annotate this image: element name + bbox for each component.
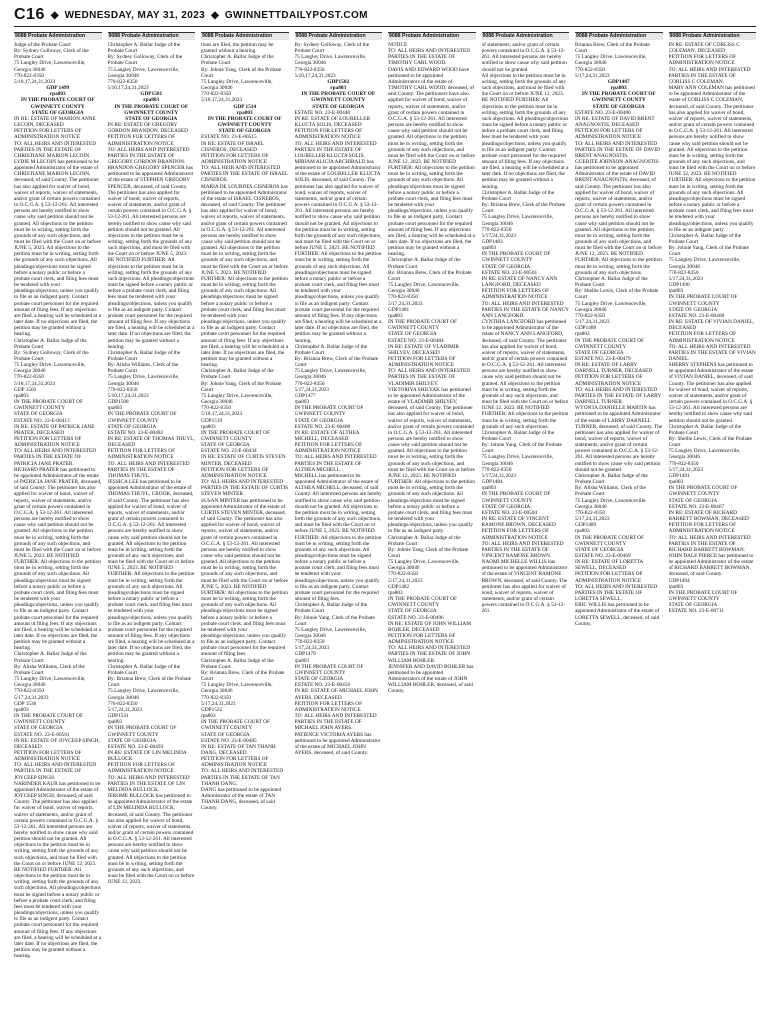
classifieds-columns	[14, 32, 756, 1014]
column-heading: 9088 Probate Administration	[482, 32, 570, 40]
notice-heading: GDP 1514 rpa803 IN THE PROBATE COURT OF GWINNETT COUNTY STATE OF GEORGIA	[207, 103, 282, 135]
page-header	[14, 6, 756, 24]
notice-body: IN RE: ESTATE OF MARION ANNE LECOIN, DECEASED PETITION FOR LETTERS OF ADMINISTRATION NOTICE TO: ALL HEIRS AND INTERESTED PARTIES IN THE ESTATE OF CHRISTIANE MARION LECOIN. LYDIE M LECOIN has petitioned to be appointed Administrator of the estate of CHRISTIANE MARION LECOIN, deceased, of said County. The petitioner has also applied for waiver of bond, waiver of reports, waiver of statements, and/or grant of certain powers contained in O.C.G.A. § 53-12-261. All interested persons are hereby notified to show cause why said petition should not be granted. All objections to the petition must be in writing, setting forth the grounds of any such objections, and must be filed with the Court on or before JUNE 5, 2023. All objections to the petition must be in writing, setting forth the grounds of any such objections. All pleadings/objections must be signed before a notary public or before a probate court clerk, and filing fees must be tendered with your pleadings/objections, unless you qualify to file as an indigent party. Contact probate court personnel for the required amount of filing fees. If any objections are filed, a hearing will be scheduled at a later date. If no objections are filed, the petition may be granted without a hearing. Christopher A. Ballar Judge of the Probate Court By: Sydney Golloway, Clerk of the Probate Court 75 Langley Drive, Lawrenceville, Georgia 30046 770-822-8350 5/10,17,24,31,2023 GDP 1503 rpa803 IN THE PROBATE COURT OF GWINNETT COUNTY STATE OF GEORGIA ESTATE NO. 23-E-00413 IN RE: ESTATE OF PATRICK JANE PRATER, DECEASED PETITION FOR LETTERS OF ADMINISTRATION NOTICE TO: ALL HEIRS AND INTERESTED PARTIES IN THE ESTATE OF PATRICIA JANE PRATER. RICHARD PRATER has petitioned to be appointed Administrator of the estate of PATRICIA JANE PRATER, deceased, of said County. The petitioner has also applied for waiver of bond, waiver of reports, waiver of statements, and/or grant of certain powers contained in O.C.G.A. § 53-12-261. All interested persons are hereby notified to show cause why said petition should not be granted. All objections to the petition must be in writing, setting forth the grounds of any such objections, and must be filed with the Court on or before JUNE 5, 2023. BE NOTIFIED FURTHER: All objections to the petition must be in writing, setting forth the grounds of any such objections. All pleadings/objections must be signed before a notary public or before a probate court clerk, and filing fees must be tendered with your pleadings/objections, unless you qualify to file as an indigent party. Contact probate court personnel for the required amount of filing fees. If any objections are filed, a hearing will be scheduled at a later date. If no objections are filed, the petition may be granted without a hearing. Christopher A. Ballar Judge of the Probate Court By: Alisha Williams, Clerk of the Probate Court 75 Langley Drive, Lawrenceville, Georgia 30046 770-822-8350 5/17,24,31,2023 GDP 1530 rpa803 IN THE PROBATE COURT OF GWINNETT COUNTY STATE OF GEORGIA ESTATE NO. 23-E-00501 IN RE: ESTATE OF JOYCEEP SINGH, DECEASED PETITION FOR LETTERS OF ADMINISTRATION NOTICE TO: ALL HEIRS AND INTERESTED PARTIES IN THE ESTATE OF JOYCEEP SINGH. NARINDER KAUR has petitioned to be appointed Administrator of the estate of JOYCEEP SINGH, deceased, of said County. The petitioner has also applied for waiver of bond, waiver of reports, waiver of statements, and/or grant of certain powers contained in O.C.G.A. § 53-12-261. All interested persons are hereby notified to show cause why said petition should not be granted. All objections to the petition must be in writing, setting forth the grounds of any such objections, and must be filed with the Court on or before JUNE 12, 2023. BE NOTIFIED FURTHER: All objections to the petition must be in writing, setting forth the grounds of any such objections. All pleadings/objections must be signed before a notary public or before a probate court clerk, and filing fees must be tendered with your pleadings/objections, unless you qualify to file as an indigent party. Contact probate court personnel for the required amount of filing fees. If any objections are filed, a hearing will be scheduled at a later date. If no objections are filed, the petition may be granted without a hearing.	[14, 115, 102, 960]
column-heading: 9088 Probate Administration	[14, 32, 102, 40]
column-lead-text: of statements, and/or grant of certain powers contained in O.C.G.A. § 53-12-261. All interested persons are hereby notified to show cause why said petition should not be granted.	[481, 42, 567, 73]
column-5	[388, 32, 476, 1014]
column-heading: 9088 Probate Administration	[201, 32, 289, 40]
notice-heading: GDP1502 rpa803 IN THE PROBATE COURT OF GWINNETT COUNTY STATE OF GEORGIA	[301, 78, 376, 110]
column-heading: 9088 Probate Administration	[108, 32, 196, 40]
notice-body: ESTATE NO. 23-E-00440 IN RE: ESTATE OF LOURELLER KLUCTA SOLIS, DECEASED PETITION FOR LETTERS OF ADMINISTRATION NOTICE TO: ALL HEIRS AND INTERESTED PARTIES IN THE ESTATE OF LOURELLER KLUCTA SOLIS. MIRIAM ALICIA ARCHIBALD has petitioned to be appointed Administrator of the estate of LOURELLER KLUCTA SOLIS, deceased, of said County. The petitioner has also applied for waiver of bond, waiver of reports, waiver of statements, and/or grant of certain powers contained in O.C.G.A. § 53-12-261. All interested persons are hereby notified to show cause why said petition should not be granted. All objections to the petition must be in writing, setting forth the grounds of any such objections, and must be filed with the Court on or before JUNE 5, 2023. BE NOTIFIED FURTHER: All objections to the petition must be in writing, setting forth the grounds of any such objections. All pleadings/objections must be signed before a notary public or before a probate court clerk, and filing fees must be tendered with your pleadings/objections, unless you qualify to file as an indigent party. Contact probate court personnel for the required amount of filing fees. If any objections are filed, a hearing will be scheduled at a later date. If no objections are filed, the petition may be granted without a hearing. Christopher A. Ballar Judge of the Probate Court By: Brianna Brew, Clerk of the Probate Court 75 Langley Drive, Lawrenceville, Georgia 30046 770-822-8350 5/17,24,31,2023 GDP1477 rpa803 IN THE PROBATE COURT OF GWINNETT COUNTY STATE OF GEORGIA ESTATE NO. 23-E-00408 IN RE: ESTATE OF ALTHEA MICHELL, DECEASED PETITION FOR LETTERS OF ADMINISTRATION NOTICE TO: ALL HEIRS AND INTERESTED PARTIES IN THE ESTATE OF ALTHEA MICHELL. MICHELL has petitioned to be appointed Administrator of the estate of ALTHEA MICHELL, deceased, of said County. All interested persons are hereby notified to show cause why said petition should not be granted. All objections to the petition must be in writing, setting forth the grounds of any such objections, and must be filed with the Court on or before JUNE 5, 2023. BE NOTIFIED FURTHER: All objections to the petition must be in writing, setting forth the grounds of any such objections. All pleadings/objections must be signed before a notary public or before a probate court clerk, and filing fees must be tendered with your pleadings/objections, unless you qualify to file as an indigent party. Contact probate court personnel for the required amount of filing fees. Christopher A. Ballar Judge of the Probate Court By: Johnie Yang, Clerk of the Probate Court 75 Langley Drive, Lawrenceville, Georgia 30046 770-822-8350 5/17,24,31,2023 GDP1479 rpa803 IN THE PROBATE COURT OF GWINNETT COUNTY STATE OF GEORGIA ESTATE NO. 23-E-00456 IN RE: ESTATE OF MICHAEL JOHN AYERS, DECEASED PETITION FOR LETTERS OF ADMINISTRATION NOTICE TO: ALL HEIRS AND INTERESTED PARTIES IN THE ESTATE OF MICHAEL JOHN AYERS. PATIENCE VICTORIA AYERS has petitioned to be appointed Administrator of the estate of MICHAEL JOHN AYERS, deceased, of said County.	[294, 109, 382, 756]
notice-body: ESTATE NO. 23-E-00480 IN RE: ESTATE OF DAVID BRENT ANAGNOSTIS, DECEASED PETITION FOR LETTERS OF ADMINISTRATION NOTICE TO: ALL HEIRS AND INTERESTED PARTIES IN THE ESTATE OF DAVID BRENT ANAGNOSTIS. GUERITE JOHNSON-ANAGNOSTIS has petitioned to be appointed Administrator of the estate of DAVID BRENT ANAGNOSTIS, deceased, of said County. The petitioner has also applied for waiver of bond, waiver of reports, waiver of statements, and/or grant of certain powers contained in O.C.G.A. § 53-12-261. All interested persons are hereby notified to show cause why said petition should not be granted. All objections to the petition must be in writing, setting forth the grounds of any such objections, and must be filed with the Court on or before JUNE 12, 2023. BE NOTIFIED FURTHER: All objections to the petition must be in writing, setting forth the grounds of any such objections. Christopher A. Ballar Judge of the Probate Court By: Shellie Lewis, Clerk of the Probate Court 75 Langley Drive, Lawrenceville, Georgia 30046 770-822-8350 5/17,24,31,2023 GDP1488 rpa803 IN THE PROBATE COURT OF GWINNETT COUNTY STATE OF GEORGIA ESTATE NO. 23-E-00479 IN RE: ESTATE OF LARRY DARNELL TURNER, DECEASED PETITION FOR LETTERS OF ADMINISTRATION NOTICE TO: ALL HEIRS AND INTERESTED PARTIES IN THE ESTATE OF LARRY DARNELL TURNER. WYONTA DANIELLE MARTIN has petitioned to be appointed Administrator of the estate of LARRY DARNELL TURNER, deceased, of said County. The petitioner has also applied for waiver of bond, waiver of reports, waiver of statements, and/or grant of certain powers contained in O.C.G.A. § 53-12-261. All interested persons are hereby notified to show cause why said petition should not be granted. Christopher A. Ballar Judge of the Probate Court By: Alisha Williams, Clerk of the Probate Court 75 Langley Drive, Lawrenceville, Georgia 30046 770-822-8350 5/17,24,31,2023 GDP1489 rpa803 IN THE PROBATE COURT OF GWINNETT COUNTY STATE OF GEORGIA ESTATE NO. 23-E-00469 IN RE: ESTATE OF LORETTA SEWELL, DECEASED PETITION FOR LETTERS OF ADMINISTRATION NOTICE TO: ALL HEIRS AND INTERESTED PARTIES IN THE ESTATE OF LORETTA SEWELL. ERIC WILLIS has petitioned to be appointed Administrator of the estate of LORETTA SEWELL, deceased, of said County.	[575, 109, 663, 627]
column-6	[482, 32, 570, 1014]
header-rule	[14, 26, 756, 27]
column-heading: 9088 Probate Administration	[575, 32, 663, 40]
column-lead-text: tions are filed, the petition may be granted without a hearing. Christopher A. Ballar Judge of the Probate Court By: Johnie Yang, Clerk of the Probate Court 75 Langley Drive, Lawrenceville, Georgia 30046 770-822-8350 5/10,17,24,31,2023	[201, 42, 282, 104]
notice-heading: GDP1487 rpa803 IN THE PROBATE COURT OF GWINNETT COUNTY STATE OF GEORGIA	[581, 78, 656, 110]
column-heading: 9088 Probate Administration	[295, 32, 383, 40]
notice-heading: GDP 1499 rpa803 IN THE PROBATE COURT OF GWINNETT COUNTY STATE OF GEORGIA	[20, 85, 95, 116]
header-site: GWINNETTDAILYPOST.COM	[224, 9, 368, 21]
notice-heading: GDP1501 rpa803 IN THE PROBATE COURT OF GWINNETT COUNTY STATE OF GEORGIA	[114, 91, 189, 122]
notice-body: TO: ALL HEIRS AND INTERESTED PARTIES IN THE ESTATE OF CORLISS C COLEMAN. MARY ANN COLEMAN has petitioned to be appointed Administrator of the estate of CORLISS C COLEMAN, deceased, of said County. The petitioner has also applied for waiver of bond, waiver of reports, waiver of statements, and/or grant of certain powers contained in O.C.G.A. § 53-12-261. All interested persons are hereby notified to show cause why said petition should not be granted. All objections to the petition must be in writing, setting forth the grounds of any such objections, and must be filed with the Court on or before JUNE 12, 2023. BE NOTIFIED FURTHER: All objections to the petition must be in writing, setting forth the grounds of any such objections. All pleadings/objections must be signed before a notary public or before a probate court clerk, and filing fees must be tendered with your pleadings/objections, unless you qualify to file as an indigent party. Christopher A. Ballar Judge of the Probate Court By: Johnie Yang, Clerk of the Probate Court 75 Langley Drive, Lawrenceville, Georgia 30046 770-822-8350 5/17,24,31,2023 GDP1490 rpa803 IN THE PROBATE COURT OF GWINNETT COUNTY STATE OF GEORGIA ESTATE NO. 23-E-00468 IN RE: ESTATE OF VIVIAN DANIEL, DECEASED PETITION FOR LETTERS OF ADMINISTRATION NOTICE TO: ALL HEIRS AND INTERESTED PARTIES IN THE ESTATE OF VIVIAN DANIEL. SHERRY STEPHENS has petitioned to be appointed Administrator of the estate of VIVIAN DANIEL, deceased, of said County. The petitioner has also applied for waiver of bond, waiver of reports, waiver of statements, and/or grant of certain powers contained in O.C.G.A. § 53-12-261. All interested persons are hereby notified to show cause why said petition should not be granted. Christopher A. Ballar Judge of the Probate Court By: Shellie Lewis, Clerk of the Probate Court 75 Langley Drive, Lawrenceville, Georgia 30046 770-822-8350 5/17,24,31,2023 GDP1491 rpa803 IN THE PROBATE COURT OF GWINNETT COUNTY STATE OF GEORGIA ESTATE NO. 23-E-00467 IN RE: ESTATE OF RICHARD BARRETT BOWMAN, DECEASED PETITION FOR LETTERS OF ADMINISTRATION NOTICE TO: ALL HEIRS AND INTERESTED PARTIES IN THE ESTATE OF RICHARD BARRETT BOWMAN. JOHN DALE PIERCE has petitioned to be appointed Administrator of the estate of RICHARD BARRETT BOWMAN, deceased, of said County. GDP1494 rpa803 IN THE PROBATE COURT OF GWINNETT COUNTY STATE OF GEORGIA ESTATE NO. 23-E-00711	[668, 66, 756, 615]
notice-body: DAVIS AND EDWARD WOOD have petitioned to be appointed Administrators of the estate of TIMOTHY CARL WOOD, deceased, of said County. The petitioners have also applied for waiver of bond, waiver of reports, waiver of statements, and/or grant of certain powers contained in O.C.G.A. § 53-12-261. All interested persons are hereby notified to show cause why said petition should not be granted. All objections to the petition must be in writing, setting forth the grounds of any such objections, and must be filed with the Court on or before JUNE 12, 2023. BE NOTIFIED FURTHER: All objections to the petition must be in writing, setting forth the grounds of any such objections. All pleadings/objections must be signed before a notary public or before a probate court clerk, and filing fees must be tendered with your pleadings/objections, unless you qualify to file as an indigent party. Contact probate court personnel for the required amount of filing fees. If any objections are filed, a hearing will be scheduled at a later date. If no objections are filed, the petition may be granted without a hearing. Christopher A. Ballar Judge of the Probate Court By: Brianna Brew, Clerk of the Probate Court 75 Langley Drive, Lawrenceville, Georgia 30046 770-822-8350 5/17,24,31,2023 GDP1481 rpa803 IN THE PROBATE COURT OF GWINNETT COUNTY STATE OF GEORGIA ESTATE NO. 23-E-00484 IN RE: ESTATE OF VLADIMIR SHILYEV, DECEASED PETITION FOR LETTERS OF ADMINISTRATION NOTICE TO: ALL HEIRS AND INTERESTED PARTIES IN THE ESTATE OF VLADIMIR SHILYEV. VIKTORIYA SHILYAK has petitioned to be appointed Administrator of the estate of VLADIMIR SHILYEV, deceased, of said County. The petitioner has also applied for waiver of bond, waiver of reports, waiver of statements, and/or grant of certain powers contained in O.C.G.A. § 53-12-261. All interested persons are hereby notified to show cause why said petition should not be granted. All objections to the petition must be in writing, setting forth the grounds of any such objections, and must be filed with the Court on or before JUNE 12, 2023. BE NOTIFIED FURTHER: All objections to the petition must be in writing, setting forth the grounds of any such objections. All pleadings/objections must be signed before a notary public or before a probate court clerk, and filing fees must be tendered with your pleadings/objections, unless you qualify to file as an indigent party. Christopher A. Ballar Judge of the Probate Court By: Johnie Yang, Clerk of the Probate Court 75 Langley Drive, Lawrenceville, Georgia 30046 770-822-8350 5/17,24,31,2023 GDP1482 rpa803 IN THE PROBATE COURT OF GWINNETT COUNTY STATE OF GEORGIA ESTATE NO. 23-E-00496 IN RE: ESTATE OF JOHN WILLIAM BOHLER, DECEASED PETITION FOR LETTERS OF ADMINISTRATION NOTICE TO: ALL HEIRS AND INTERESTED PARTIES IN THE ESTATE OF JOHN WILLIAM BOHLER. JENNIFER AND DAVID BOHLER has petitioned to be appointed Administrators of the estate of JOHN WILLIAM BOHLER, deceased, of said County.	[388, 66, 475, 695]
header-date: WEDNESDAY, MAY 31, 2023	[64, 9, 206, 21]
column-lead-text: By: Sydney Golloway, Clerk of the Probate Court 75 Langley Drive, Lawrenceville, Georgia 30046 770-822-8350 5/10,17,24,31,2023	[294, 42, 370, 79]
column-lead-text: Christopher A. Ballar Judge of the Probate Court By: Sydney Golloway, Clerk of the Probate Court 75 Langley Drive, Lawrenceville, Georgia 30046 770-822-8350 5/10,17,24,31,2023	[107, 42, 183, 92]
column-lead-text: IN RE: ESTATE OF CORLISS C COLEMAN, DECEASED PETITION FOR LETTERS OF ADMINISTRATION NOTICE	[668, 42, 740, 67]
column-7	[575, 32, 663, 1014]
column-lead-text: Brianna Brew, Clerk of the Probate Court 75 Langley Drive, Lawrenceville, Georgia 30046 770-822-8350 5/17,24,31,2023	[575, 42, 650, 79]
column-lead-text: NOTICE TO: ALL HEIRS AND INTERESTED PARTIES IN THE ESTATE OF TIMOTHY CARL WOOD.	[388, 42, 471, 67]
column-8	[669, 32, 757, 1014]
header-diamond-icon: ◆	[50, 9, 59, 21]
column-heading: 9088 Probate Administration	[388, 32, 476, 40]
page-number: C16	[14, 6, 45, 23]
column-lead-text: Judge of the Probate Court By: Sydney Golloway, Clerk of the Probate Court 75 Langley Drive, Lawrenceville, Georgia 30046 770-822-8350 5/10,17,24,31,2023	[14, 42, 89, 85]
notice-body: IN RE: ESTATE OF GREGORY GORDON BRANDON, DECEASED PETITION FOR LETTERS OF ADMINISTRATION NOTICE TO: ALL HEIRS AND INTERESTED PARTIES IN THE ESTATE OF GREGORY GORDON BRANDON. BRANDON GREGORY SPENCER has petitioned to be appointed Administrator of the estate of STEPHEN GREGORY SPENCER, deceased, of said County. The petitioner has also applied for waiver of bond, waiver of reports, waiver of statements, and/or grant of certain powers contained in O.C.G.A. § 53-12-261. All interested persons are hereby notified to show cause why said petition should not be granted. All objections to the petition must be in writing, setting forth the grounds of any such objections, and must be filed with the Court on or before JUNE 5, 2023. BE NOTIFIED FURTHER: All objections to the petition must be in writing, setting forth the grounds of any such objections. All pleadings/objections must be signed before a notary public or before a probate court clerk, and filing fees must be tendered with your pleadings/objections, unless you qualify to file as an indigent party. Contact probate court personnel for the required amount of filing fees. If any objections are filed, a hearing will be scheduled at a later date. If no objections are filed, the petition may be granted without a hearing. Christopher A. Ballar Judge of the Probate Court By: Alisha Williams, Clerk of the Probate Court 75 Langley Drive, Lawrenceville, Georgia 30046 770-822-8350 5/10,17,24,31,2023 GDP1508 rpa803 IN THE PROBATE COURT OF GWINNETT COUNTY STATE OF GEORGIA ESTATE NO. 23-E-00482 IN RE: ESTATE OF THOMAS THUYL, DECEASED PETITION FOR LETTERS OF ADMINISTRATION NOTICE TO: ALL HEIRS AND INTERESTED PARTIES IN THE ESTATE OF THOMAS THUYL. JESSICA LEE has petitioned to be appointed Administrator of the estate of THOMAS THUYL, CROOK, deceased, of said County. The petitioner has also applied for waiver of bond, waiver of reports, waiver of statements, and/or grant of certain powers contained in O.C.G.A. § 53-12-261. All interested persons are hereby notified to show cause why said petition should not be granted. All objections to the petition must be in writing, setting forth the grounds of any such objections, and must be filed with the Court on or before JUNE 5, 2023. BE NOTIFIED FURTHER: All objections to the petition must be in writing, setting forth the grounds of any such objections. All pleadings/objections must be signed before a notary public or before a probate court clerk, and filing fees must be tendered with your pleadings/objections, unless you qualify to file as an indigent party. Contact probate court personnel for the required amount of filing fees. If any objections are filed, a hearing will be scheduled at a later date. If no objections are filed, the petition may be granted without a hearing. Christopher A. Ballar Judge of the Probate Court By: Brianna Brew, Clerk of the Probate Court 75 Langley Drive, Lawrenceville, Georgia 30046 770-822-8350 5/17,24,31,2023 GDP1531 rpa803 IN THE PROBATE COURT OF GWINNETT COUNTY STATE OF GEORGIA ESTATE NO. 23-E-00493 IN RE: ESTATE OF LIN MELINDA BULLOCK PETITION FOR LETTERS OF ADMINISTRATION NOTICE TO: ALL HEIRS AND INTERESTED PARTIES IN THE ESTATE OF LIN MELINDA BULLOCK. JEROME BULLOCK has petitioned to be appointed Administrator of the estate of LIN MELINDA BULLOCK, deceased, of said County. The petitioner has also applied for waiver of bond, waiver of reports, waiver of statements, and/or grant of certain powers contained in O.C.G.A. § 53-12-261. All interested persons are hereby notified to show cause why said petition should not be granted. All objections to the petition must be in writing, setting forth the grounds of any such objections, and must be filed with the Court on or before JUNE 12, 2023.	[107, 122, 195, 886]
notice-body: ESTATE NO. 23-E-00515 IN RE: ESTATE OF ISRAEL CISNEROS, DECEASED PETITION FOR LETTERS OF ADMINISTRATION NOTICE TO: ALL HEIR AND INTERESTED PARTIES IN THE ESTATE OF ISRAEL CISNEROS. MARIA DE LOURDES CISNEROS has petitioned to be appointed Administrator of the estate of ISRAEL CISNEROS, deceased, of said County. The petitioner has also applied for waiver of bond, waiver of reports, waiver of statements, and/or grant of certain powers contained in O.C.G.A. § 53-12-261. All interested persons are hereby notified to show cause why said petition should not be granted. All objections to the petition must be in writing, setting forth the grounds of any such objections, and must be filed with the Court on or before JUNE 5, 2023. BE NOTIFIED FURTHER: All objections to the petition must be in writing, setting forth the grounds of any such objections. All pleadings/objections must be signed before a notary public or before a probate court clerk, and filing fees must be tendered with your pleadings/objections, unless you qualify to file as an indigent party. Contact probate court personnel for the required amount of filing fees. If any objections are filed, a hearing will be scheduled at a later date. If no objections are filed, the petition may be granted without a hearing. Christopher A. Ballar Judge of the Probate Court By: Johnie Yang, Clerk of the Probate Court 75 Langley Drive, Lawrenceville, Georgia 30046 770-822-8350 5/10,17,24,31,2023 GDP1519 rpa803 IN THE PROBATE COURT OF GWINNETT COUNTY STATE OF GEORGIA ESTATE NO. 23-E-00434 IN RE: ESTATE OF CURTIS STEVEN MINTER, DECEASED PETITION FOR LETTERS OF ADMINISTRATION NOTICE TO: ALL HEIRS AND INTERESTED PARTIES IN THE ESTATE OF CURTIS STEVEN MINTER. SUSAN MINTER has petitioned to be appointed Administrator of the estate of CURTIS STEVEN MINTER, deceased, of said County. The petitioner has also applied for waiver of bond, waiver of reports, waiver of statements, and/or grant of certain powers contained in O.C.G.A. § 53-12-261. All interested persons are hereby notified to show cause why said petition should not be granted. All objections to the petition must be in writing, setting forth the grounds of any such objections, and must be filed with the Court on or before JUNE 5, 2023. BE NOTIFIED FURTHER: All objections to the petition must be in writing, setting forth the grounds of any such objections. All pleadings/objections must be signed before a notary public or before a probate court clerk, and filing fees must be tendered with your pleadings/objections, unless you qualify to file as an indigent party. Contact probate court personnel for the required amount of filing fees. Christopher A. Ballar Judge of the Probate Court By: Brianna Brew, Clerk of the Probate Court 75 Langley Drive, Lawrenceville, Georgia 30046 770-822-8350 5/17,24,31,2023 GDP1522 rpa803 IN THE PROBATE COURT OF GWINNETT COUNTY STATE OF GEORGIA ESTATE NO. 23-E-00485 IN RE: ESTATE OF TAN THANH DANG, DECEASED PETITION FOR LETTERS OF ADMINISTRATION NOTICE TO: ALL HEIRS AND INTERESTED PARTIES IN THE ESTATE OF TAN THANH DANG. DANG has petitioned to be appointed Administrator of the estate of TAN THANH DANG, deceased, of said County.	[201, 134, 289, 812]
column-4	[295, 32, 383, 1014]
header-diamond-icon: ◆	[211, 9, 219, 21]
column-heading: 9088 Probate Administration	[669, 32, 757, 40]
notice-body: All objections to the petition must be in writing, setting forth the grounds of any such objections, and must be filed with the Court on or before JUNE 12, 2023. BE NOTIFIED FURTHER: All objections to the petition must be in writing, setting forth the grounds of any such objections. All pleadings/objections must be signed before a notary public or before a probate court clerk, and filing fees must be tendered with your pleadings/objections, unless you qualify to file as an indigent party. Contact probate court personnel for the required amount of filing fees. If any objections are filed, a hearing will be scheduled at a later date. If no objections are filed, the petition may be granted without a hearing. Christopher A. Ballar Judge of the Probate Court By: Brianna Brew, Clerk of the Probate Court 75 Langley Drive, Lawrenceville, Georgia 30046 770-822-8350 5/17,24,31,2023 GDP1483 rpa803 IN THE PROBATE COURT OF GWINNETT COUNTY STATE OF GEORGIA ESTATE NO. 23-E-00501 IN RE: ESTATE OF NANCY ANN LANGFORD, DECEASED PETITION FOR LETTERS OF ADMINISTRATION NOTICE TO: ALL HEIRS AND INTERESTED PARTIES IN THE ESTATE OF NANCY ANN LANGFORD. CYNTHIA LANGFORD has petitioned to be appointed Administrator of the estate of NANCY ANN LANGFORD, deceased, of said County. The petitioner has also applied for waiver of bond, waiver of reports, waiver of statements, and/or grant of certain powers contained in O.C.G.A. § 53-12-261. All interested persons are hereby notified to show cause why said petition should not be granted. All objections to the petition must be in writing, setting forth the grounds of any such objections, and must be filed with the Court on or before JUNE 12, 2023. BE NOTIFIED FURTHER: All objections to the petition must be in writing, setting forth the grounds of any such objections. Christopher A. Ballar Judge of the Probate Court By: Johnie Yang, Clerk of the Probate Court 75 Langley Drive, Lawrenceville, Georgia 30046 770-822-8350 5/17,24,31,2023 GDP1484 rpa803 IN THE PROBATE COURT OF GWINNETT COUNTY STATE OF GEORGIA ESTATE NO. 23-E-00504 IN RE: ESTATE OF VINCENT RAMONE BROWN, DECEASED PETITION FOR LETTERS OF ADMINISTRATION NOTICE TO: ALL HEIRS AND INTERESTED PARTIES IN THE ESTATE OF VINCENT RAMONE BROWN. NAOMI MICHELLE WILLIS has petitioned to be appointed Administrator of the estate of VINCENT RAMONE BROWN, deceased, of said County. The petitioner has also applied for waiver of bond, waiver of reports, waiver of statements, and/or grant of certain powers contained in O.C.G.A. § 53-12-261.	[481, 72, 569, 615]
column-3	[201, 32, 289, 1014]
column-1	[14, 32, 102, 1014]
column-2	[108, 32, 196, 1014]
